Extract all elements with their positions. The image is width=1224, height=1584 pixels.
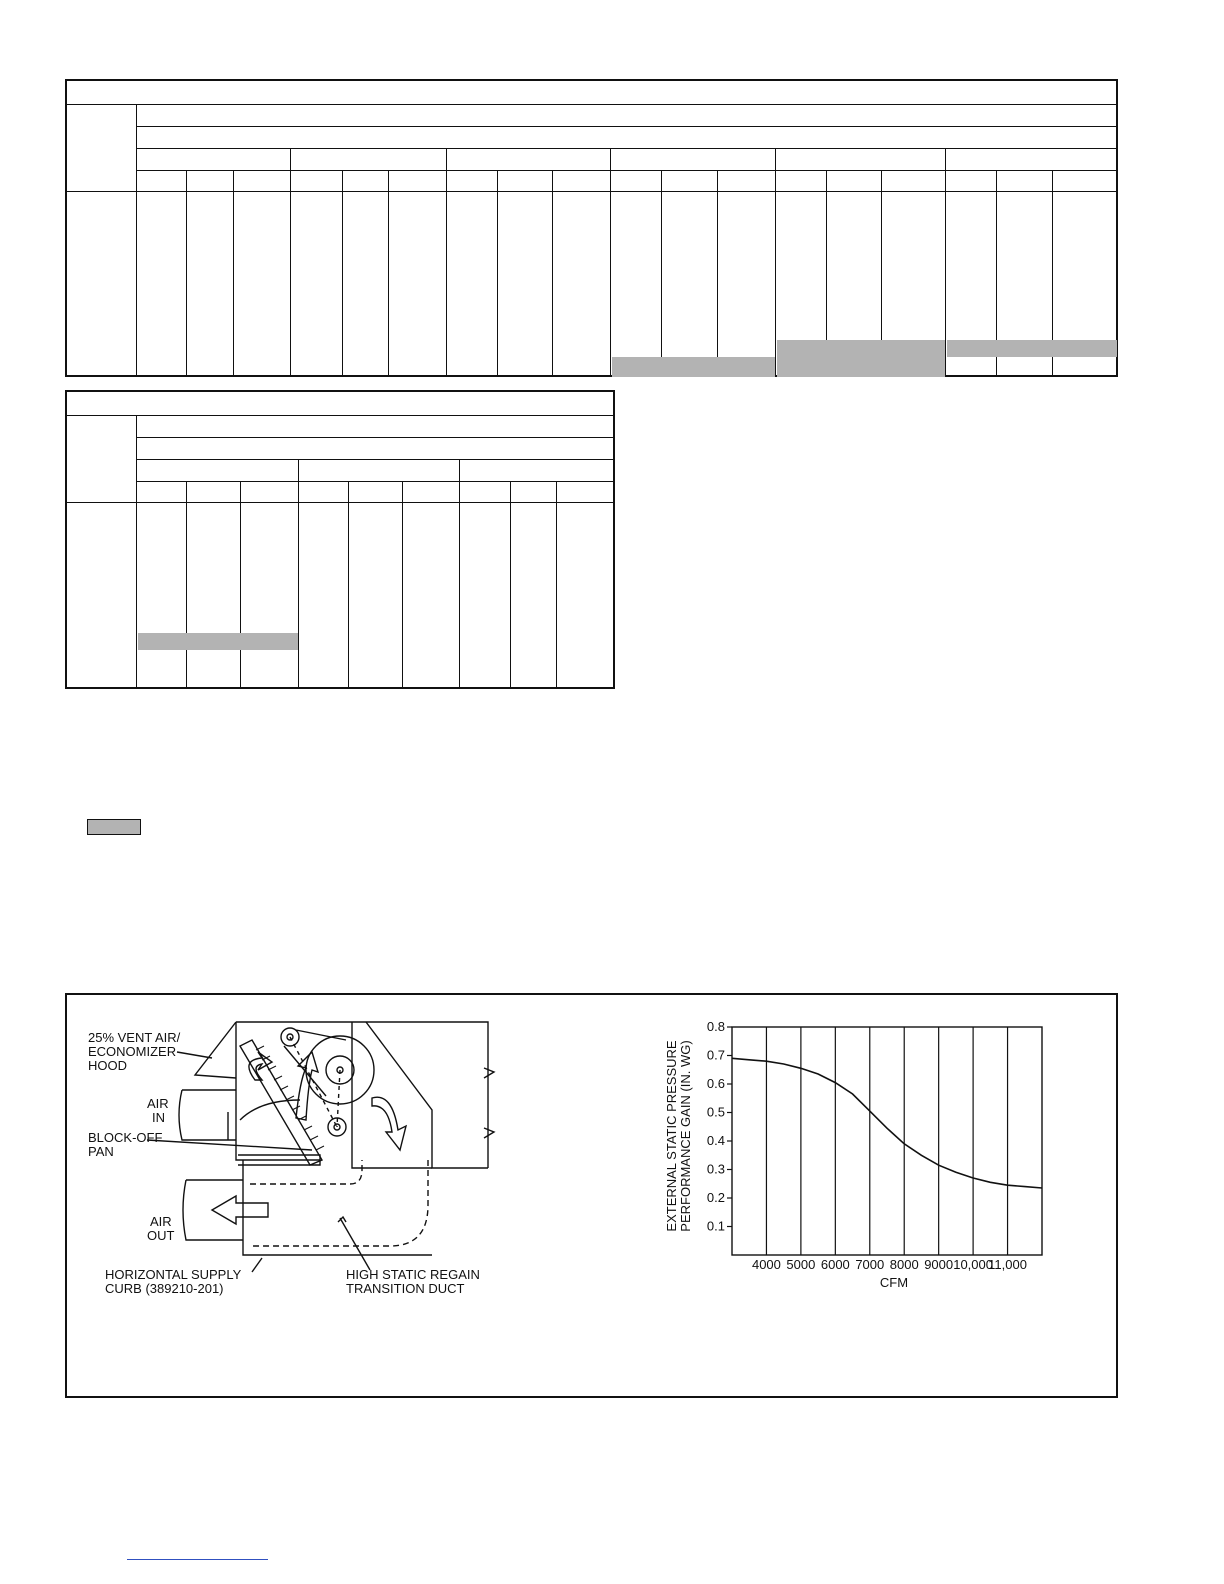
chart-y-axis-label: EXTERNAL STATIC PRESSURE (664, 1040, 679, 1232)
label-vent-hood: HOOD (88, 1058, 127, 1073)
chart-y-tick-label: 0.7 (706, 1047, 725, 1063)
label-air-in: AIR (147, 1096, 169, 1111)
chart-x-tick-label: 11,000 (988, 1257, 1027, 1272)
transition-duct (250, 1160, 428, 1246)
break-mark (484, 1068, 494, 1078)
leader-vent-hood (177, 1052, 212, 1058)
label-vent-hood: ECONOMIZER (88, 1044, 177, 1059)
chart-y-tick-label: 0.2 (706, 1190, 725, 1205)
label-air-out: AIR (150, 1214, 172, 1229)
unit-body-outline (236, 1022, 320, 1160)
chart-x-tick-label: 10,000 (953, 1257, 993, 1272)
airflow-arrow-down (372, 1097, 406, 1150)
air-out-arrow (212, 1196, 268, 1224)
footer-link-underline (127, 1559, 268, 1560)
label-air-out: OUT (147, 1228, 175, 1243)
chart-x-tick-label: 4000 (751, 1257, 781, 1272)
unit-outline (366, 1022, 488, 1168)
air-in-curve (240, 1100, 300, 1120)
chart-y-axis-label: PERFORMANCE GAIN (IN. WG) (678, 1040, 693, 1232)
label-vent-hood: 25% VENT AIR/ (88, 1030, 181, 1045)
chart-series-line (732, 1058, 1042, 1188)
chart-y-tick-label: 0.5 (706, 1104, 725, 1120)
economizer-diagram (147, 1022, 494, 1272)
chart-x-tick-label: 6000 (820, 1257, 850, 1272)
label-block-off-pan: PAN (88, 1144, 114, 1159)
chart-y-tick-label: 0.8 (706, 1019, 725, 1034)
chart-y-tick-label: 0.3 (706, 1161, 725, 1177)
leader-block-off (147, 1140, 312, 1150)
supply-curb (243, 1160, 432, 1255)
label-transition-duct: TRANSITION DUCT (346, 1281, 465, 1296)
label-transition-duct: HIGH STATIC REGAIN (346, 1267, 480, 1282)
label-horizontal-supply-curb: CURB (389210-201) (105, 1281, 224, 1296)
chart-y-tick-label: 0.4 (706, 1133, 725, 1148)
leader-duct (340, 1218, 370, 1270)
label-block-off-pan: BLOCK-OFF (88, 1130, 163, 1145)
vent-hood-shape (195, 1022, 236, 1078)
chart-y-tick-label: 0.1 (706, 1218, 725, 1234)
chart-x-axis-label: CFM (879, 1275, 909, 1290)
chart-x-tick-label: 5000 (786, 1257, 816, 1272)
chart-plot-frame (732, 1027, 1042, 1255)
label-air-in: IN (152, 1110, 165, 1125)
static-pressure-chart (664, 1019, 1042, 1290)
break-mark (484, 1128, 494, 1138)
chart-gridlines (766, 1027, 1007, 1255)
chart-x-tick-label: 7000 (855, 1257, 885, 1272)
chart-y-tick-label: 0.6 (706, 1076, 725, 1091)
chart-x-tick-label: 8000 (889, 1257, 919, 1272)
leader-curb (252, 1258, 262, 1272)
chart-y-ticks (707, 1019, 732, 1234)
damper-ticks (256, 1046, 324, 1150)
chart-x-ticks (752, 1257, 1027, 1272)
label-horizontal-supply-curb: HORIZONTAL SUPPLY (105, 1267, 242, 1282)
chart-x-tick-label: 9000 (924, 1257, 954, 1272)
